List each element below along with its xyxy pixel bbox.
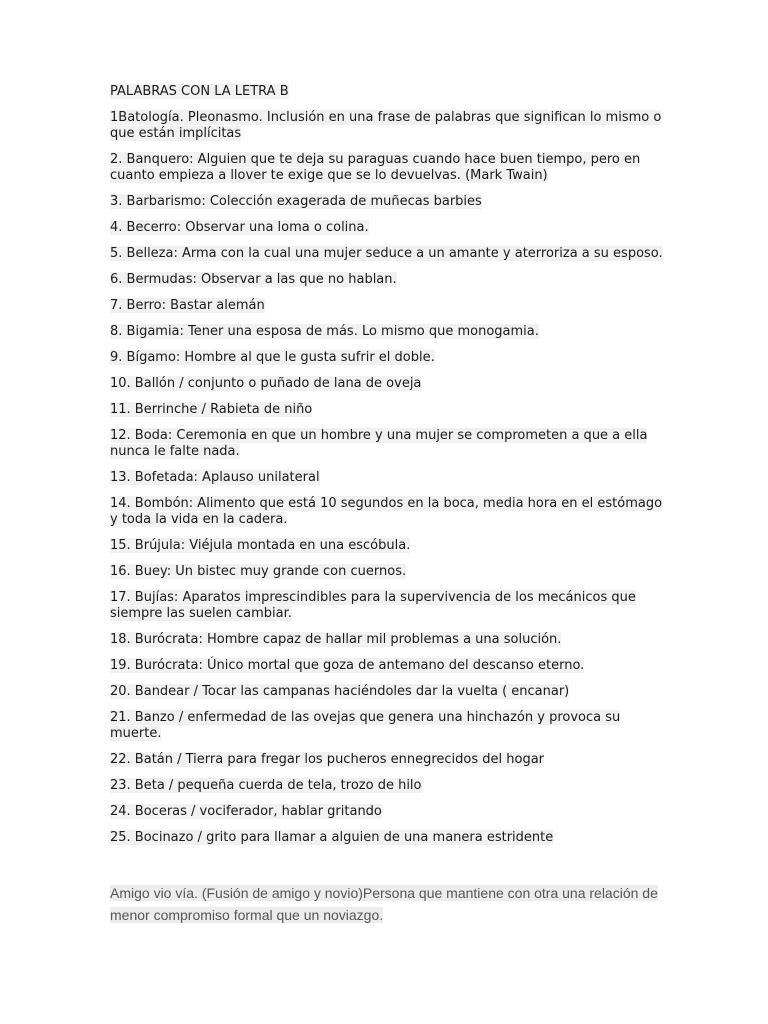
document-title-text: PALABRAS CON LA LETRA B xyxy=(110,84,289,99)
entry-text: 20. Bandear / Tocar las campanas haciéndoles dar la vuelta ( encanar) xyxy=(110,684,570,699)
entry-3 xyxy=(110,194,670,210)
entry-6 xyxy=(110,272,670,288)
entry-16 xyxy=(110,564,670,580)
entry-text: 7. Berro: Bastar alemán xyxy=(110,298,265,313)
entry-text: 14. Bombón: Alimento que está 10 segundos en la boca, media hora en el estómago y toda la vida en la cadera. xyxy=(110,496,663,527)
entry-text: 22. Batán / Tierra para fregar los pucheros ennegrecidos del hogar xyxy=(110,752,545,767)
entry-9 xyxy=(110,350,670,366)
entry-8 xyxy=(110,324,670,340)
entry-text: 1Batología. Pleonasmo. Inclusión en una frase de palabras que significan lo mismo o que están implícitas xyxy=(110,110,662,141)
entry-text: 24. Boceras / vociferador, hablar gritando xyxy=(110,804,382,819)
entry-5 xyxy=(110,246,670,262)
entry-2 xyxy=(110,152,670,184)
entry-12 xyxy=(110,428,670,460)
footer-note-text: Amigo vio vía. (Fusión de amigo y novio)Persona que mantiene con otra una relación de menor compromiso formal que un noviazgo. xyxy=(110,885,658,923)
entry-text: 19. Burócrata: Único mortal que goza de antemano del descanso eterno. xyxy=(110,658,585,673)
entry-text: 15. Brújula: Viéjula montada en una escóbula. xyxy=(110,538,411,553)
entry-19 xyxy=(110,658,670,674)
entry-text: 23. Beta / pequeña cuerda de tela, trozo de hilo xyxy=(110,778,422,793)
entry-13 xyxy=(110,470,670,486)
entry-7 xyxy=(110,298,670,314)
footer-note xyxy=(110,882,670,926)
entry-text: 16. Buey: Un bistec muy grande con cuernos. xyxy=(110,564,407,579)
entry-text: 25. Bocinazo / grito para llamar a alguien de una manera estridente xyxy=(110,830,554,845)
entry-text: 9. Bígamo: Hombre al que le gusta sufrir el doble. xyxy=(110,350,435,365)
entry-25 xyxy=(110,830,670,846)
entry-text: 17. Bujías: Aparatos imprescindibles para la supervivencia de los mecánicos que siempre las suelen cambiar. xyxy=(110,590,636,621)
entry-text: 6. Bermudas: Observar a las que no hablan. xyxy=(110,272,397,287)
entry-15 xyxy=(110,538,670,554)
entry-21 xyxy=(110,710,670,742)
entry-14 xyxy=(110,496,670,528)
entry-1 xyxy=(110,110,670,142)
entry-4 xyxy=(110,220,670,236)
entry-text: 8. Bigamia: Tener una esposa de más. Lo mismo que monogamia. xyxy=(110,324,539,339)
entry-text: 11. Berrinche / Rabieta de niño xyxy=(110,402,313,417)
entry-17 xyxy=(110,590,670,622)
entry-text: 2. Banquero: Alguien que te deja su paraguas cuando hace buen tiempo, pero en cuanto empieza a llover te exige que se lo devuelvas. (Mark Twain) xyxy=(110,152,641,183)
entry-text: 10. Ballón / conjunto o puñado de lana de oveja xyxy=(110,376,422,391)
entry-text: 3. Barbarismo: Colección exagerada de muñecas barbies xyxy=(110,194,482,209)
entry-11 xyxy=(110,402,670,418)
entry-20 xyxy=(110,684,670,700)
entry-text: 5. Belleza: Arma con la cual una mujer seduce a un amante y aterroriza a su esposo. xyxy=(110,246,663,261)
document-title xyxy=(110,84,670,100)
entry-24 xyxy=(110,804,670,820)
entry-18 xyxy=(110,632,670,648)
entry-text: 13. Bofetada: Aplauso unilateral xyxy=(110,470,320,485)
document-body xyxy=(110,84,670,926)
entry-text: 18. Burócrata: Hombre capaz de hallar mil problemas a una solución. xyxy=(110,632,562,647)
entry-text: 21. Banzo / enfermedad de las ovejas que genera una hinchazón y provoca su muerte. xyxy=(110,710,621,741)
entry-text: 4. Becerro: Observar una loma o colina. xyxy=(110,220,369,235)
entry-22 xyxy=(110,752,670,768)
entry-23 xyxy=(110,778,670,794)
entry-text: 12. Boda: Ceremonia en que un hombre y una mujer se comprometen a que a ella nunca le falte nada. xyxy=(110,428,648,459)
entry-10 xyxy=(110,376,670,392)
